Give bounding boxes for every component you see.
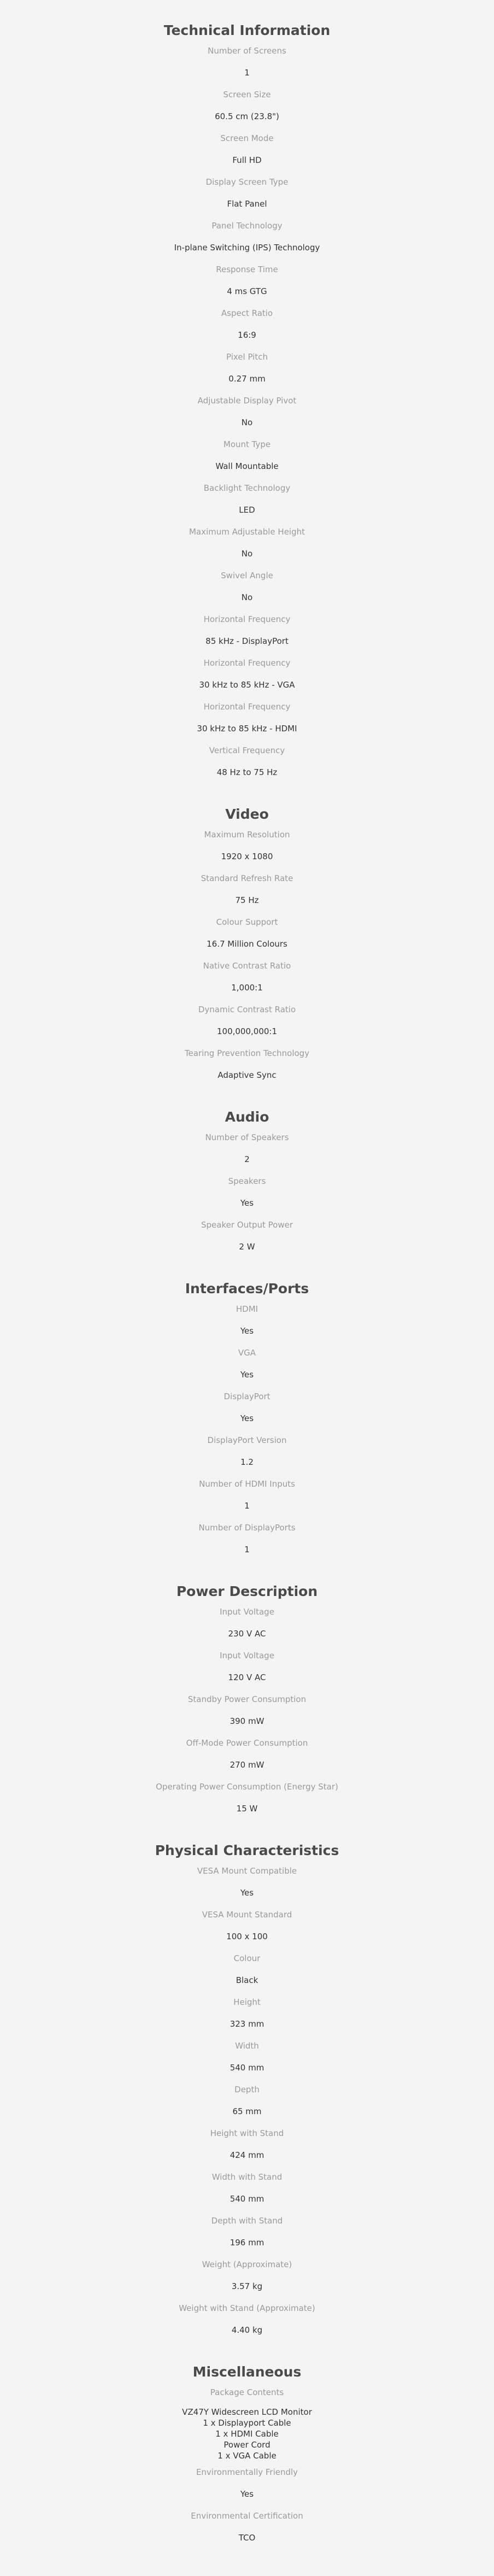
spec-value-line: 1 x VGA Cable bbox=[217, 2451, 277, 2461]
section-title: Miscellaneous bbox=[192, 2364, 302, 2380]
spec-item bbox=[0, 565, 494, 608]
spec-value: 3.57 kg bbox=[231, 2281, 263, 2291]
spec-label: Operating Power Consumption (Energy Star) bbox=[156, 1782, 338, 1792]
spec-label: Horizontal Frequency bbox=[203, 658, 291, 668]
spec-label: Number of HDMI Inputs bbox=[199, 1479, 295, 1489]
spec-value: 15 W bbox=[236, 1804, 258, 1814]
spec-item bbox=[0, 2505, 494, 2549]
spec-item bbox=[0, 2079, 494, 2122]
spec-item bbox=[0, 1947, 494, 1991]
spec-label: VESA Mount Standard bbox=[202, 1910, 292, 1920]
spec-item bbox=[0, 1170, 494, 1214]
spec-item bbox=[0, 1688, 494, 1732]
spec-value: 270 mW bbox=[230, 1760, 264, 1770]
spec-item bbox=[0, 1645, 494, 1688]
spec-item bbox=[0, 171, 494, 215]
spec-value: No bbox=[241, 418, 253, 427]
spec-label: Input Voltage bbox=[220, 1651, 274, 1660]
spec-label: Dynamic Contrast Ratio bbox=[198, 1005, 296, 1014]
spec-label: Backlight Technology bbox=[203, 483, 291, 493]
spec-item bbox=[0, 955, 494, 999]
spec-section bbox=[0, 805, 494, 1086]
spec-label: Adjustable Display Pivot bbox=[197, 396, 297, 406]
section-title: Physical Characteristics bbox=[155, 1842, 339, 1858]
spec-label: Height bbox=[233, 1997, 261, 2007]
spec-label: Speakers bbox=[228, 1176, 266, 1186]
section-title: Audio bbox=[225, 1109, 269, 1125]
section-title: Technical Information bbox=[163, 22, 331, 38]
spec-label: Number of Screens bbox=[208, 46, 286, 56]
spec-label: Width bbox=[235, 2041, 259, 2051]
spec-label: DisplayPort bbox=[224, 1392, 270, 1401]
spec-value: 540 mm bbox=[230, 2063, 264, 2073]
spec-value: Yes bbox=[240, 1326, 254, 1336]
spec-value: 1 bbox=[244, 1545, 250, 1554]
section-title: Power Description bbox=[176, 1583, 318, 1599]
spec-label: Width with Stand bbox=[211, 2172, 283, 2182]
spec-value: 230 V AC bbox=[228, 1629, 266, 1639]
spec-item bbox=[0, 433, 494, 477]
spec-value: 100 x 100 bbox=[226, 1932, 268, 1941]
spec-value: Yes bbox=[240, 1198, 254, 1208]
spec-item bbox=[0, 1732, 494, 1776]
spec-item bbox=[0, 652, 494, 696]
spec-section bbox=[0, 1280, 494, 1560]
spec-item bbox=[0, 302, 494, 346]
spec-value: TCO bbox=[238, 2533, 256, 2543]
spec-item bbox=[0, 521, 494, 565]
spec-value: 1,000:1 bbox=[231, 983, 263, 993]
spec-item bbox=[0, 2035, 494, 2079]
spec-item bbox=[0, 1342, 494, 1386]
spec-label: Environmentally Friendly bbox=[196, 2467, 298, 2477]
spec-item bbox=[0, 1126, 494, 1170]
spec-item bbox=[0, 127, 494, 171]
spec-label: Tearing Prevention Technology bbox=[184, 1048, 310, 1058]
spec-value-line: Power Cord bbox=[224, 2440, 270, 2450]
spec-label: Horizontal Frequency bbox=[203, 702, 291, 712]
spec-value: 60.5 cm (23.8") bbox=[215, 112, 279, 121]
spec-label: Vertical Frequency bbox=[209, 746, 285, 755]
spec-label: Maximum Resolution bbox=[204, 830, 290, 840]
spec-value: 30 kHz to 85 kHz - VGA bbox=[199, 680, 295, 690]
spec-item bbox=[0, 346, 494, 390]
spec-item bbox=[0, 1386, 494, 1429]
spec-label: Screen Size bbox=[223, 90, 271, 99]
spec-item bbox=[0, 696, 494, 740]
spec-label: Package Contents bbox=[210, 2387, 284, 2397]
spec-section bbox=[0, 1108, 494, 1258]
spec-label: Weight with Stand (Approximate) bbox=[179, 2303, 315, 2313]
spec-label: Height with Stand bbox=[210, 2128, 284, 2138]
spec-value: 2 bbox=[244, 1154, 250, 1164]
spec-value: 16.7 Million Colours bbox=[207, 939, 287, 949]
spec-item bbox=[0, 1517, 494, 1560]
spec-label: Number of Speakers bbox=[205, 1132, 289, 1142]
spec-item bbox=[0, 999, 494, 1042]
spec-value: No bbox=[241, 592, 253, 602]
spec-value: 0.27 mm bbox=[228, 374, 266, 384]
spec-item bbox=[0, 2461, 494, 2505]
spec-item bbox=[0, 1042, 494, 1086]
spec-label: Depth bbox=[234, 2085, 260, 2094]
spec-item bbox=[0, 2210, 494, 2254]
spec-label: Colour bbox=[233, 1953, 261, 1963]
spec-value: Yes bbox=[240, 1413, 254, 1423]
spec-value: 4.40 kg bbox=[231, 2325, 263, 2335]
spec-item bbox=[0, 1904, 494, 1947]
section-title: Interfaces/Ports bbox=[185, 1281, 309, 1296]
spec-item bbox=[0, 390, 494, 433]
spec-label: Depth with Stand bbox=[211, 2216, 283, 2226]
spec-value-line: 1 x Displayport Cable bbox=[203, 2418, 291, 2428]
spec-value: Flat Panel bbox=[227, 199, 267, 209]
spec-item bbox=[0, 84, 494, 127]
spec-item bbox=[0, 911, 494, 955]
spec-item bbox=[0, 1991, 494, 2035]
spec-value: 120 V AC bbox=[228, 1673, 266, 1682]
spec-label: Environmental Certification bbox=[191, 2511, 303, 2521]
spec-item bbox=[0, 259, 494, 302]
spec-value: 85 kHz - DisplayPort bbox=[205, 636, 289, 646]
spec-value: 65 mm bbox=[232, 2106, 262, 2116]
spec-label: Speaker Output Power bbox=[201, 1220, 293, 1230]
spec-item bbox=[0, 1860, 494, 1904]
spec-value: 540 mm bbox=[230, 2194, 264, 2204]
spec-item bbox=[0, 2381, 494, 2461]
spec-value: 1.2 bbox=[240, 1457, 254, 1467]
spec-label: Screen Mode bbox=[220, 133, 274, 143]
spec-value: 1 bbox=[244, 68, 250, 78]
spec-label: Display Screen Type bbox=[205, 177, 289, 187]
spec-label: VESA Mount Compatible bbox=[197, 1866, 297, 1876]
spec-label: Horizontal Frequency bbox=[203, 614, 291, 624]
spec-label: Off-Mode Power Consumption bbox=[186, 1738, 308, 1748]
spec-item bbox=[0, 215, 494, 259]
spec-item bbox=[0, 1473, 494, 1517]
spec-value: In-plane Switching (IPS) Technology bbox=[174, 243, 320, 253]
spec-item bbox=[0, 1429, 494, 1473]
spec-value: Yes bbox=[240, 1888, 254, 1898]
spec-label: Weight (Approximate) bbox=[202, 2260, 292, 2269]
spec-value: 323 mm bbox=[230, 2019, 264, 2029]
spec-label: Pixel Pitch bbox=[226, 352, 268, 362]
spec-section bbox=[0, 1582, 494, 1820]
spec-value: 2 W bbox=[239, 1242, 255, 1252]
spec-value: 390 mW bbox=[230, 1716, 264, 1726]
spec-value-line: 1 x HDMI Cable bbox=[215, 2429, 279, 2439]
spec-value: 196 mm bbox=[230, 2238, 264, 2248]
spec-item bbox=[0, 1601, 494, 1645]
spec-label: Number of DisplayPorts bbox=[198, 1523, 296, 1533]
spec-item bbox=[0, 40, 494, 84]
spec-item bbox=[0, 2122, 494, 2166]
spec-value: 1 bbox=[244, 1501, 250, 1511]
spec-value: 424 mm bbox=[230, 2150, 264, 2160]
spec-item bbox=[0, 1214, 494, 1258]
spec-label: HDMI bbox=[236, 1304, 258, 1314]
spec-label: Input Voltage bbox=[220, 1607, 274, 1617]
spec-value: Yes bbox=[240, 2489, 254, 2499]
spec-item bbox=[0, 2297, 494, 2341]
spec-value: 4 ms GTG bbox=[227, 286, 267, 296]
spec-item bbox=[0, 824, 494, 867]
spec-item bbox=[0, 2254, 494, 2297]
spec-value: 30 kHz to 85 kHz - HDMI bbox=[197, 724, 297, 734]
spec-value: 16:9 bbox=[238, 330, 256, 340]
spec-value: 100,000,000:1 bbox=[216, 1026, 278, 1036]
spec-item bbox=[0, 608, 494, 652]
spec-label: Standby Power Consumption bbox=[187, 1694, 307, 1704]
spec-item bbox=[0, 1776, 494, 1820]
spec-section bbox=[0, 21, 494, 783]
spec-value: 48 Hz to 75 Hz bbox=[216, 767, 278, 777]
spec-item bbox=[0, 867, 494, 911]
spec-item bbox=[0, 1298, 494, 1342]
spec-value: LED bbox=[239, 505, 255, 515]
spec-label: Standard Refresh Rate bbox=[201, 873, 293, 883]
spec-label: Maximum Adjustable Height bbox=[189, 527, 305, 537]
spec-value: 1920 x 1080 bbox=[221, 852, 273, 861]
spec-value-line: VZ47Y Widescreen LCD Monitor bbox=[182, 2407, 312, 2417]
spec-item bbox=[0, 740, 494, 783]
spec-value: Yes bbox=[240, 1370, 254, 1380]
spec-section bbox=[0, 2363, 494, 2549]
spec-value bbox=[0, 2403, 494, 2461]
spec-section bbox=[0, 1841, 494, 2341]
spec-value: Black bbox=[236, 1975, 258, 1985]
spec-label: DisplayPort Version bbox=[207, 1435, 287, 1445]
spec-label: Colour Support bbox=[216, 917, 278, 927]
spec-label: Mount Type bbox=[223, 439, 271, 449]
spec-item bbox=[0, 477, 494, 521]
spec-label: Native Contrast Ratio bbox=[203, 961, 291, 971]
spec-label: Swivel Angle bbox=[221, 571, 273, 580]
spec-value: Wall Mountable bbox=[215, 461, 279, 471]
spec-label: Panel Technology bbox=[211, 221, 283, 231]
spec-value: No bbox=[241, 549, 253, 559]
spec-item bbox=[0, 2166, 494, 2210]
spec-value: Adaptive Sync bbox=[217, 1070, 277, 1080]
spec-label: Aspect Ratio bbox=[221, 308, 273, 318]
spec-value: 75 Hz bbox=[235, 895, 259, 905]
spec-label: Response Time bbox=[216, 265, 278, 274]
section-title: Video bbox=[225, 806, 269, 822]
spec-value: Full HD bbox=[232, 155, 262, 165]
spec-label: VGA bbox=[238, 1348, 256, 1358]
